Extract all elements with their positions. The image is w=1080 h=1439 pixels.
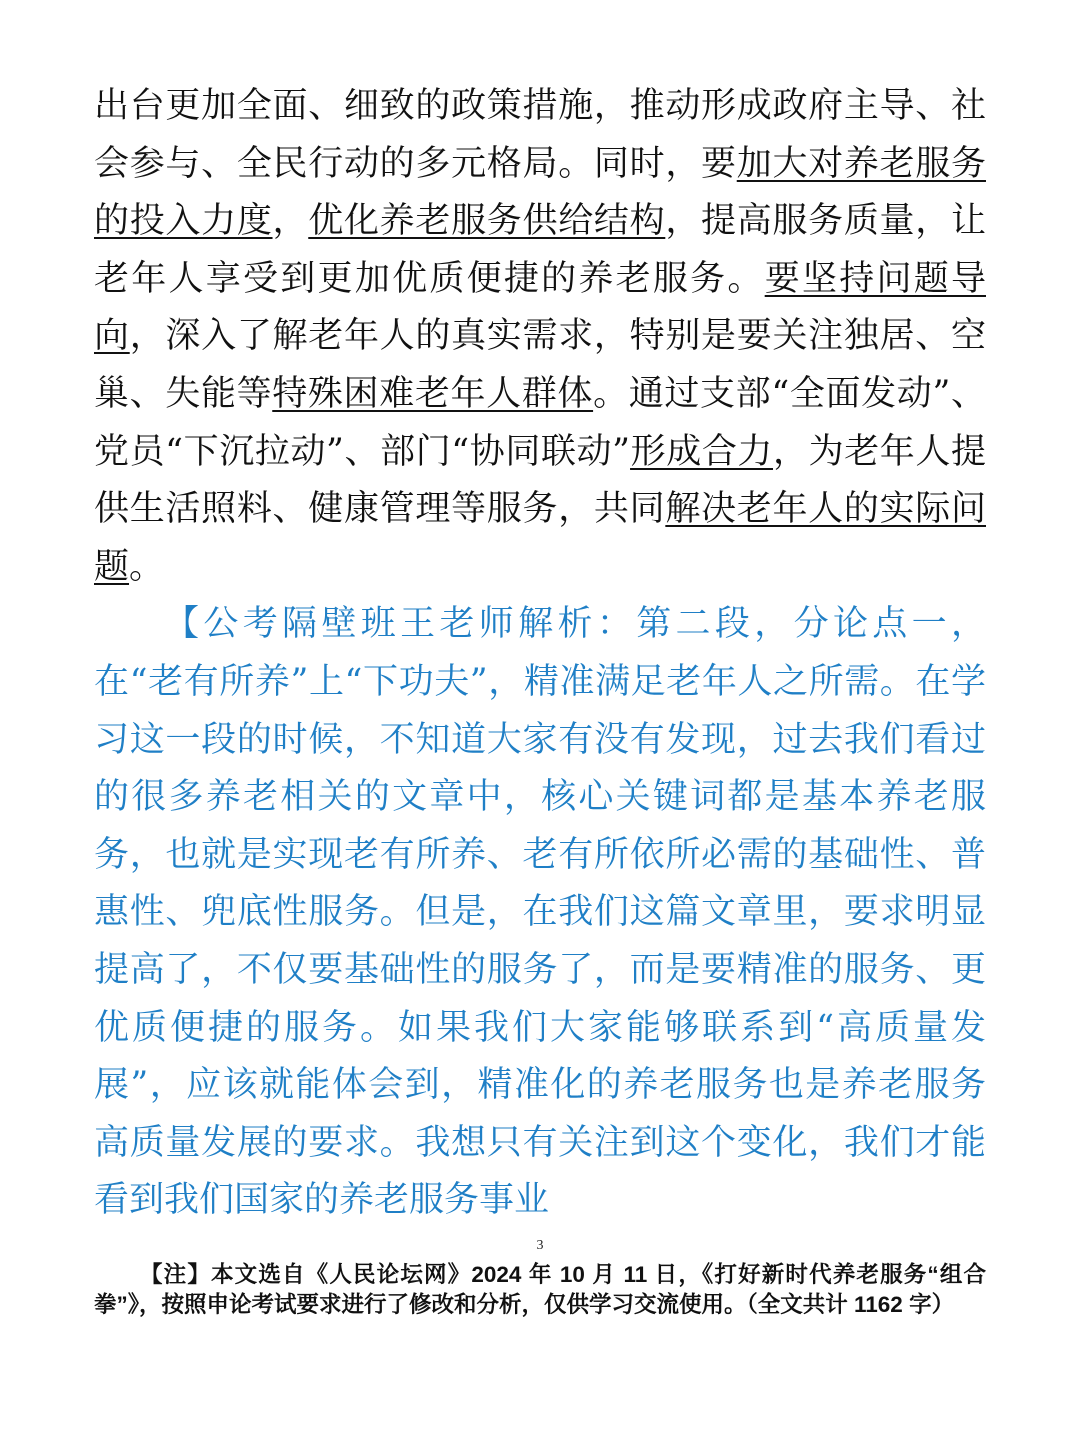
underlined-phrase-solve-problems: 解决老年人的实际问题: [94, 489, 986, 587]
underlined-phrase-investment: 加大对养老服务的投入力度: [94, 143, 986, 242]
body-paragraph: [94, 78, 986, 596]
analysis-paragraph: 【公考隔壁班王老师解析：第二段，分论点一，在“老有所养”上“下功夫”，精准满足老年人之所需。在学习这一段的时候，不知道大家有没有发现，过去我们看过的很多养老相关的文章中，核心关键词都是基本养老服务，也就是实现老有所养、老有所依所必需的基础性、普惠性、兜底性服务。但是，在我们这篇文章里，要求明显提高了，不仅要基础性的服务了，而是要精准的服务、更优质便捷的服务。如果我们大家能够联系到“高质量发展”，应该就能体会到，精准化的养老服务也是养老服务高质量发展的要求。我想只有关注到这个变化，我们才能看到我们国家的养老服务事业: [94, 604, 986, 1221]
underlined-phrase-supply-structure: 优化养老服务供给结构: [308, 201, 666, 242]
footnote: 【注】本文选自《人民论坛网》2024 年 10 月 11 日，《打好新时代养老服务“组合拳”》，按照申论考试要求进行了修改和分析，仅供学习交流使用。（全文共计 1162 字）: [94, 1262, 986, 1317]
body-text-segment: ，为老年人提供生活照料、健康管理等服务，共同: [94, 431, 986, 530]
underlined-phrase-special-groups: 特殊困难老年人群体: [272, 373, 594, 414]
body-text-segment: ，提高服务质量，让老年人享受到更加优质便捷的养老服务。: [94, 201, 986, 299]
body-text-segment: 。通过支部“全面发动”、党员“下沉拉动”、部门“协同联动”: [94, 373, 986, 472]
body-text-segment: ，: [272, 201, 309, 242]
document-page: [94, 78, 986, 1230]
underlined-phrase-problem-oriented: 要坚持问题导向: [94, 258, 986, 357]
body-text-segment: 。: [129, 546, 165, 587]
page-number: 3: [536, 1238, 544, 1253]
body-text-segment: 出台更加全面、细致的政策措施，推动形成政府主导、社会参与、全民行动的多元格局。同时，要: [94, 86, 986, 184]
underlined-phrase-joint-force: 形成合力: [630, 431, 774, 472]
body-text-segment: ，深入了解老年人的真实需求，特别是要关注独居、空巢、失能等: [94, 316, 986, 414]
